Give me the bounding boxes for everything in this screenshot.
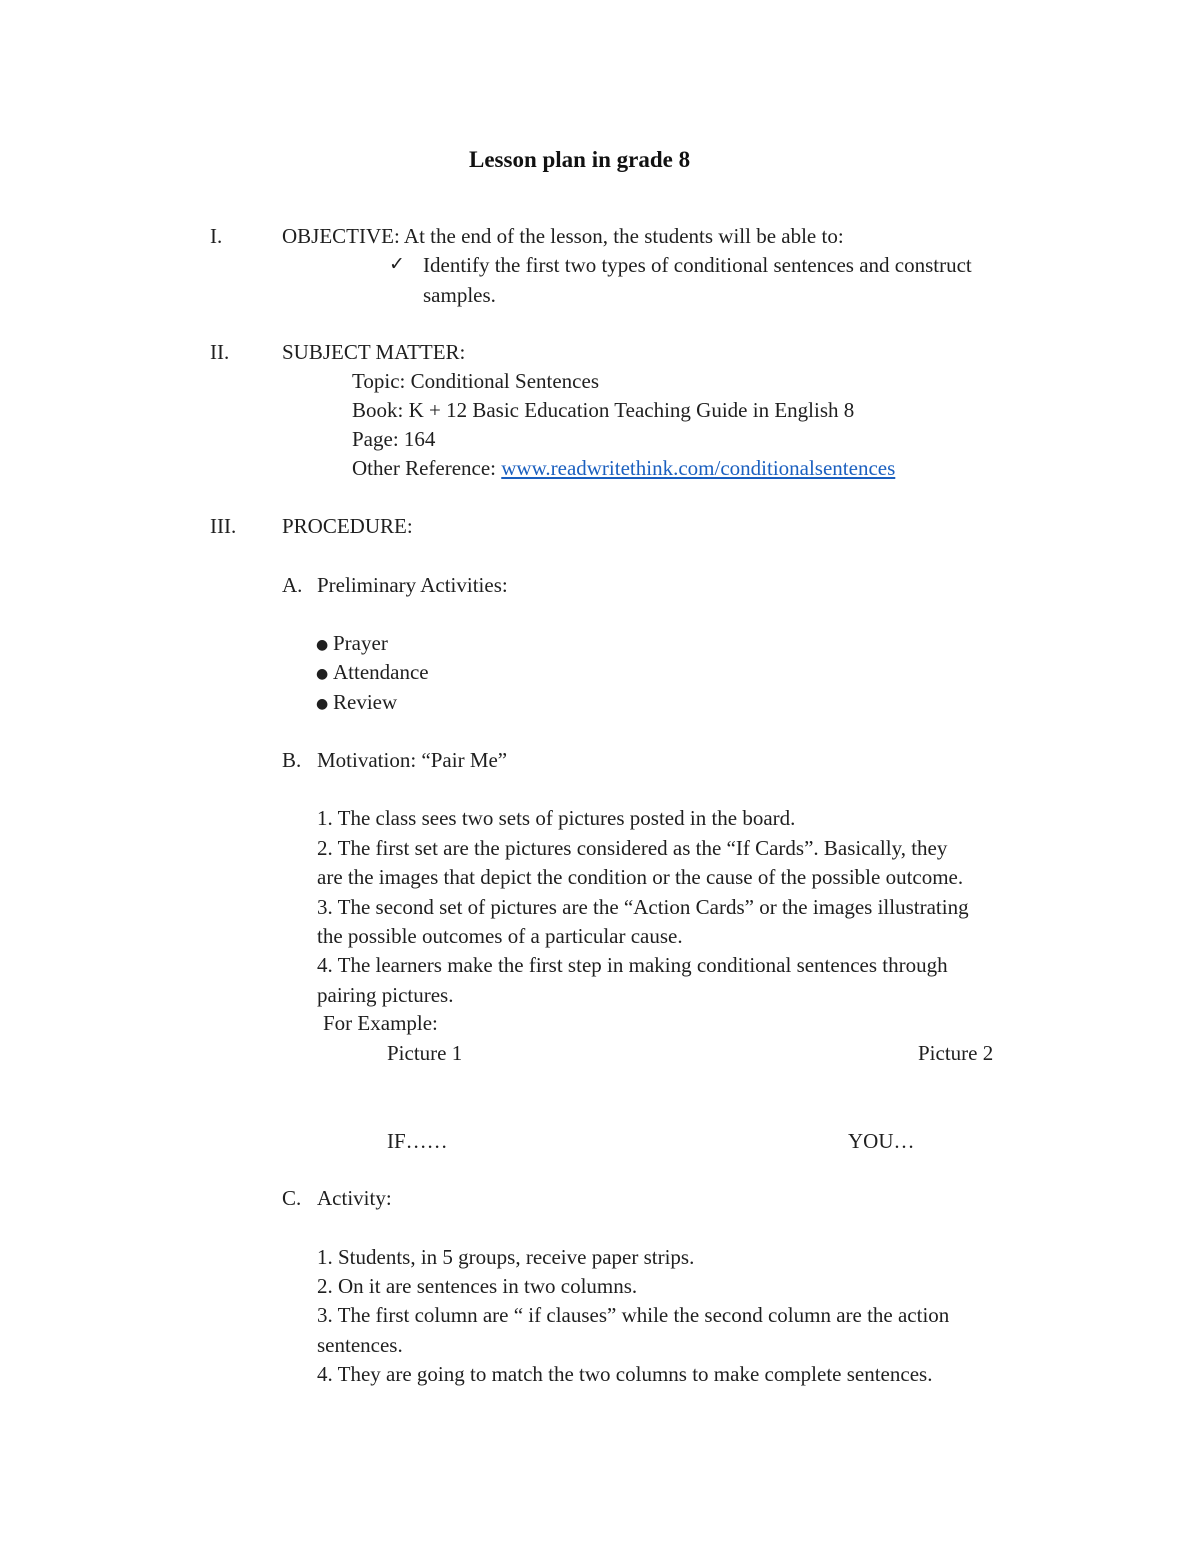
other-reference-line [352,458,895,479]
objective-heading: OBJECTIVE: At the end of the lesson, the students will be able to: [282,224,844,248]
other-reference-label: Other Reference: [352,456,502,480]
preliminary-activities-heading: Preliminary Activities: [317,573,508,597]
motivation-line: 2. The first set are the pictures considered as the “If Cards”. Basically, they [317,836,948,860]
bullet-icon: ● [316,666,329,682]
activity-line: 2. On it are sentences in two columns. [317,1274,638,1298]
section-numeral-procedure: III. [210,514,237,538]
for-example-label: For Example: [323,1011,438,1035]
subsection-letter-c: C. [282,1186,302,1210]
picture-2-label: Picture 2 [918,1041,994,1065]
motivation-line: are the images that depict the condition or the cause of the possible outcome. [317,865,964,889]
page-title: Lesson plan in grade 8 [469,147,691,172]
activity-line: 3. The first column are “ if clauses” while the second column are the action [317,1303,950,1327]
bullet-icon: ● [316,696,329,712]
picture-1-label: Picture 1 [387,1041,463,1065]
subject-matter-heading: SUBJECT MATTER: [282,340,466,364]
motivation-line: the possible outcomes of a particular cause. [317,924,683,948]
section-numeral-subject-matter: II. [210,340,230,364]
activity-heading: Activity: [317,1186,392,1210]
page-line: Page: 164 [352,427,436,451]
book-line: Book: K + 12 Basic Education Teaching Guide in English 8 [352,398,855,422]
activity-line: 1. Students, in 5 groups, receive paper strips. [317,1245,695,1269]
if-card-text: IF…… [387,1129,448,1153]
checkmark-icon: ✓ [389,253,405,275]
section-numeral-objective: I. [210,224,223,248]
activity-line: sentences. [317,1333,403,1357]
motivation-line: pairing pictures. [317,983,454,1007]
motivation-line: 3. The second set of pictures are the “Action Cards” or the images illustrating [317,895,969,919]
bullet-icon: ● [316,637,329,653]
list-item-attendance: Attendance [333,660,429,684]
you-card-text: YOU… [848,1129,915,1153]
subsection-letter-b: B. [282,748,302,772]
procedure-heading: PROCEDURE: [282,514,413,538]
objective-item-line1: Identify the first two types of conditional sentences and construct [423,253,972,277]
motivation-line: 1. The class sees two sets of pictures posted in the board. [317,806,796,830]
list-item-prayer: Prayer [333,631,388,655]
topic-line: Topic: Conditional Sentences [352,369,599,393]
motivation-heading: Motivation: “Pair Me” [317,748,508,772]
objective-item-line2: samples. [423,283,496,307]
activity-line: 4. They are going to match the two columns to make complete sentences. [317,1362,933,1386]
other-reference-link[interactable]: www.readwritethink.com/conditionalsentences [501,456,896,480]
subsection-letter-a: A. [282,573,303,597]
list-item-review: Review [333,690,398,714]
motivation-line: 4. The learners make the first step in making conditional sentences through [317,953,948,977]
